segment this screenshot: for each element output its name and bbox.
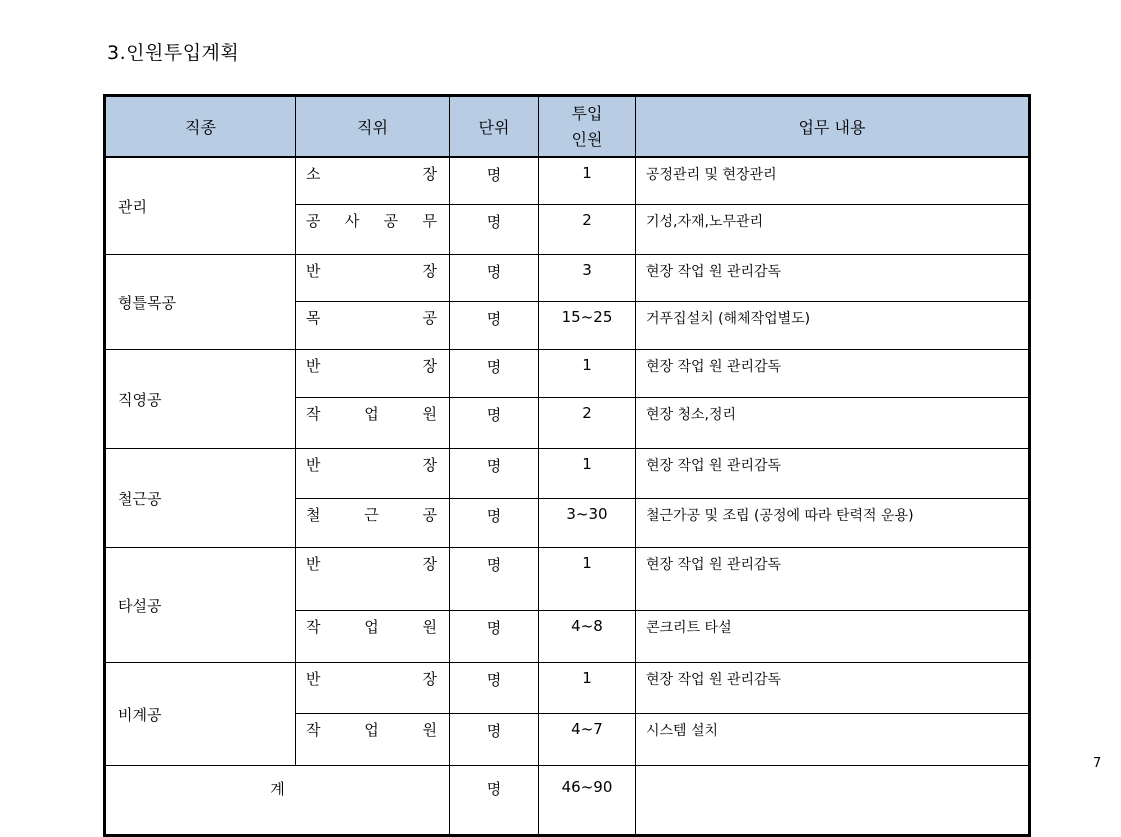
position-char: 반 — [306, 357, 321, 375]
unit-cell: 명 — [450, 398, 539, 449]
position-char: 장 — [422, 262, 437, 280]
position-char: 반 — [306, 456, 321, 474]
position-cell — [296, 499, 450, 548]
total-row — [105, 766, 1030, 836]
header-count-line1: 투입 — [571, 103, 603, 123]
unit-cell: 명 — [450, 548, 539, 611]
position-char: 장 — [422, 165, 437, 183]
job-type-cell: 직영공 — [105, 350, 296, 449]
position-char: 작 — [306, 618, 321, 636]
position-cell — [296, 714, 450, 766]
position-char: 공 — [422, 506, 437, 524]
unit-cell: 명 — [450, 157, 539, 205]
header-unit: 단위 — [450, 96, 539, 158]
position-char: 반 — [306, 262, 321, 280]
position-cell — [296, 205, 450, 255]
position-cell — [296, 449, 450, 499]
count-cell: 15~25 — [539, 302, 636, 350]
position-cell — [296, 611, 450, 663]
duties-cell: 현장 작업 원 관리감독 — [636, 663, 1030, 714]
position-char: 공 — [383, 212, 399, 230]
duties-cell: 철근가공 및 조립 (공정에 따라 탄력적 운용) — [636, 499, 1030, 548]
job-type-cell: 타설공 — [105, 548, 296, 663]
position-char: 원 — [422, 618, 437, 636]
count-cell: 1 — [539, 663, 636, 714]
duties-cell: 현장 작업 원 관리감독 — [636, 350, 1030, 398]
position-char: 업 — [364, 618, 379, 636]
table-row — [105, 350, 1030, 398]
position-char: 무 — [422, 212, 437, 230]
position-cell — [296, 302, 450, 350]
total-duties — [636, 766, 1030, 836]
unit-cell: 명 — [450, 611, 539, 663]
header-count-line2: 인원 — [571, 129, 603, 149]
header-position: 직위 — [296, 96, 450, 158]
position-char: 원 — [422, 721, 437, 739]
position-char: 장 — [422, 456, 437, 474]
position-char: 업 — [364, 721, 379, 739]
page-number: 7 — [1093, 756, 1102, 771]
count-cell: 1 — [539, 548, 636, 611]
count-cell: 4~7 — [539, 714, 636, 766]
position-char: 작 — [306, 405, 321, 423]
count-cell: 1 — [539, 449, 636, 499]
table-row — [105, 548, 1030, 611]
position-char: 반 — [306, 555, 321, 573]
duties-cell: 현장 작업 원 관리감독 — [636, 548, 1030, 611]
job-type-cell: 철근공 — [105, 449, 296, 548]
header-count — [539, 96, 636, 158]
count-cell: 2 — [539, 398, 636, 449]
job-type-cell: 비계공 — [105, 663, 296, 766]
count-cell: 2 — [539, 205, 636, 255]
position-char: 장 — [422, 670, 437, 688]
unit-cell: 명 — [450, 714, 539, 766]
page-title: 3.인원투입계획 — [107, 42, 240, 64]
count-cell: 1 — [539, 157, 636, 205]
unit-cell: 명 — [450, 255, 539, 302]
duties-cell: 거푸집설치 (해체작업별도) — [636, 302, 1030, 350]
position-cell — [296, 350, 450, 398]
position-char: 사 — [344, 212, 360, 230]
position-char: 근 — [364, 506, 379, 524]
unit-cell: 명 — [450, 302, 539, 350]
total-unit: 명 — [450, 766, 539, 836]
position-cell — [296, 548, 450, 611]
position-char: 소 — [306, 165, 321, 183]
position-char: 반 — [306, 670, 321, 688]
duties-cell: 시스템 설치 — [636, 714, 1030, 766]
unit-cell: 명 — [450, 499, 539, 548]
position-char: 장 — [422, 555, 437, 573]
position-cell — [296, 157, 450, 205]
position-cell — [296, 663, 450, 714]
unit-cell: 명 — [450, 449, 539, 499]
job-type-cell: 관리 — [105, 157, 296, 255]
unit-cell: 명 — [450, 663, 539, 714]
position-char: 공 — [422, 309, 437, 327]
staffing-plan-table — [103, 94, 1031, 837]
unit-cell: 명 — [450, 205, 539, 255]
duties-cell: 콘크리트 타설 — [636, 611, 1030, 663]
count-cell: 4~8 — [539, 611, 636, 663]
position-char: 공 — [306, 212, 321, 230]
position-cell — [296, 255, 450, 302]
position-char: 장 — [422, 357, 437, 375]
position-char: 원 — [422, 405, 437, 423]
total-count: 46~90 — [539, 766, 636, 836]
total-label: 계 — [105, 766, 450, 836]
position-char: 업 — [364, 405, 379, 423]
position-char: 철 — [306, 506, 321, 524]
table-row — [105, 663, 1030, 714]
duties-cell: 현장 작업 원 관리감독 — [636, 255, 1030, 302]
header-job-type: 직종 — [105, 96, 296, 158]
position-char: 작 — [306, 721, 321, 739]
count-cell: 1 — [539, 350, 636, 398]
position-cell — [296, 398, 450, 449]
table-header-row — [105, 96, 1030, 158]
table-row — [105, 449, 1030, 499]
duties-cell: 공정관리 및 현장관리 — [636, 157, 1030, 205]
job-type-cell: 형틀목공 — [105, 255, 296, 350]
duties-cell: 기성,자재,노무관리 — [636, 205, 1030, 255]
unit-cell: 명 — [450, 350, 539, 398]
count-cell: 3~30 — [539, 499, 636, 548]
position-char: 목 — [306, 309, 321, 327]
duties-cell: 현장 작업 원 관리감독 — [636, 449, 1030, 499]
count-cell: 3 — [539, 255, 636, 302]
duties-cell: 현장 청소,정리 — [636, 398, 1030, 449]
table-row — [105, 157, 1030, 205]
table-row — [105, 255, 1030, 302]
header-duties: 업무 내용 — [636, 96, 1030, 158]
